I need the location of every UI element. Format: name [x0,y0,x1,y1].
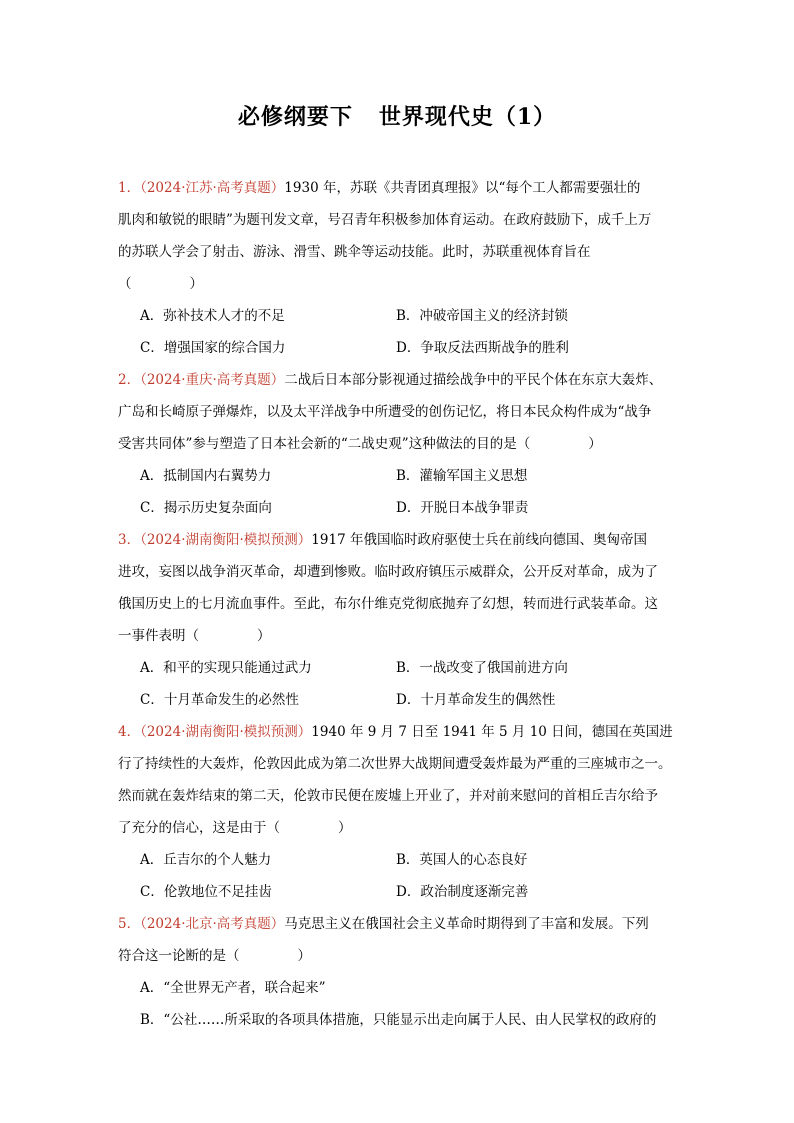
option-a[interactable]: A．“全世界无产者，联合起来” [140,980,326,996]
question-text: 马克思主义在俄国社会主义革命时期得到了丰富和发展。下列 [284,916,649,932]
answer-blank-line [118,268,678,300]
question-2 [118,364,678,524]
option-a[interactable]: A．丘吉尔的个人魅力 [140,852,272,868]
option-c[interactable]: C．十月革命发生的必然性 [140,692,299,708]
option-b[interactable]: B．灌输军国主义思想 [396,468,528,484]
question-3 [118,524,678,716]
option-b[interactable]: B．冲破帝国主义的经济封锁 [396,308,568,324]
option-b[interactable]: B．英国人的心态良好 [396,852,528,868]
answer-paren-open: （ [118,276,132,292]
options-row [118,684,678,716]
options-row [118,652,678,684]
question-number: 5． [118,916,141,932]
answer-paren-close: ） [338,820,352,836]
option-c[interactable]: C．揭示历史复杂面向 [140,500,272,516]
options-row [118,300,678,332]
title-part-2: 世界现代史（1） [378,104,557,130]
answer-blank-line [118,620,678,652]
title-part-1: 必修纲要下 [237,104,353,130]
options-row [118,876,678,908]
question-source: （2024·北京·高考真题） [140,916,285,932]
question-text: 1917 年俄国临时政府驱使士兵在前线向德国、奥匈帝国 [311,532,647,548]
question-1 [118,172,678,364]
option-a[interactable]: A．弥补技术人才的不足 [140,308,285,324]
option-c[interactable]: C．伦敦地位不足挂齿 [140,884,272,900]
option-d[interactable]: D．开脱日本战争罪责 [396,500,529,516]
options-row [118,844,678,876]
question-source: （2024·江苏·高考真题） [140,180,285,196]
question-line [118,364,678,396]
question-text: 1940 年 9 月 7 日至 1941 年 5 月 10 日间，德国在英国进 [311,724,673,740]
answer-paren-close: ） [588,436,602,452]
question-line [118,172,678,204]
question-line: 俄国历史上的七月流血事件。至此，布尔什维克党彻底抛弃了幻想，转而进行武装革命。这 [118,596,658,612]
question-text: 1930 年，苏联《共青团真理报》以“每个工人都需要强壮的 [284,180,641,196]
question-number: 4． [118,724,141,740]
question-line: 的苏联人学会了射击、游泳、滑雪、跳伞等运动技能。此时，苏联重视体育旨在 [118,244,591,260]
option-d[interactable]: D．十月革命发生的偶然性 [396,692,556,708]
answer-blank-line [118,812,678,844]
question-line: 肌肉和敏锐的眼睛”为题刊发文章，号召青年积极参加体育运动。在政府鼓励下，成千上万 [118,212,652,228]
question-source: （2024·重庆·高考真题） [140,372,285,388]
question-number: 3． [118,532,141,548]
question-number: 2． [118,372,141,388]
question-line [118,524,678,556]
option-a[interactable]: A．和平的实现只能通过武力 [140,660,312,676]
question-text: 一事件表明（ [118,628,199,644]
question-line: 然而就在轰炸结束的第二天，伦敦市民便在废墟上开业了，并对前来慰问的首相丘吉尔给予 [118,788,658,804]
question-source: （2024·湖南衡阳·模拟预测） [140,532,312,548]
question-text: 二战后日本部分影视通过描绘战争中的平民个体在东京大轰炸、 [284,372,663,388]
question-line: 进攻，妄图以战争消灭革命，却遭到惨败。临时政府镇压示威群众，公开反对革命，成为了 [118,564,658,580]
option-d[interactable]: D．政治制度逐渐完善 [396,884,529,900]
question-4 [118,716,678,908]
question-text: 受害共同体”参与塑造了日本社会新的“二战史观”这种做法的目的是（ [118,436,531,452]
question-line [118,908,678,940]
question-text: 了充分的信心，这是由于（ [118,820,280,836]
answer-paren-close: ） [257,628,271,644]
option-a[interactable]: A．抵制国内右翼势力 [140,468,272,484]
question-line: 广岛和长崎原子弹爆炸，以及太平洋战争中所遭受的创伤记忆，将日本民众构件成为“战争 [118,404,652,420]
options-row [118,460,678,492]
question-line: 行了持续性的大轰炸，伦敦因此成为第二次世界大战期间遭受轰炸最为严重的三座城市之一。 [118,756,672,772]
option-c[interactable]: C．增强国家的综合国力 [140,340,286,356]
answer-paren-close: ） [189,276,203,292]
question-list [118,172,678,1036]
question-number: 1． [118,180,141,196]
question-text: 符合这一论断的是（ [118,948,240,964]
answer-blank-line [118,940,678,972]
question-source: （2024·湖南衡阳·模拟预测） [140,724,312,740]
option-d[interactable]: D．争取反法西斯战争的胜利 [396,340,569,356]
answer-blank-line [118,428,678,460]
question-line [118,716,678,748]
question-5 [118,908,678,1036]
options-row [118,492,678,524]
page-title [0,100,794,131]
answer-paren-close: ） [297,948,311,964]
options-row [118,332,678,364]
option-b[interactable]: B．一战改变了俄国前进方向 [396,660,568,676]
option-b[interactable]: B．“公社……所采取的各项具体措施，只能显示出走向属于人民、由人民掌权的政府的 [140,1012,657,1028]
